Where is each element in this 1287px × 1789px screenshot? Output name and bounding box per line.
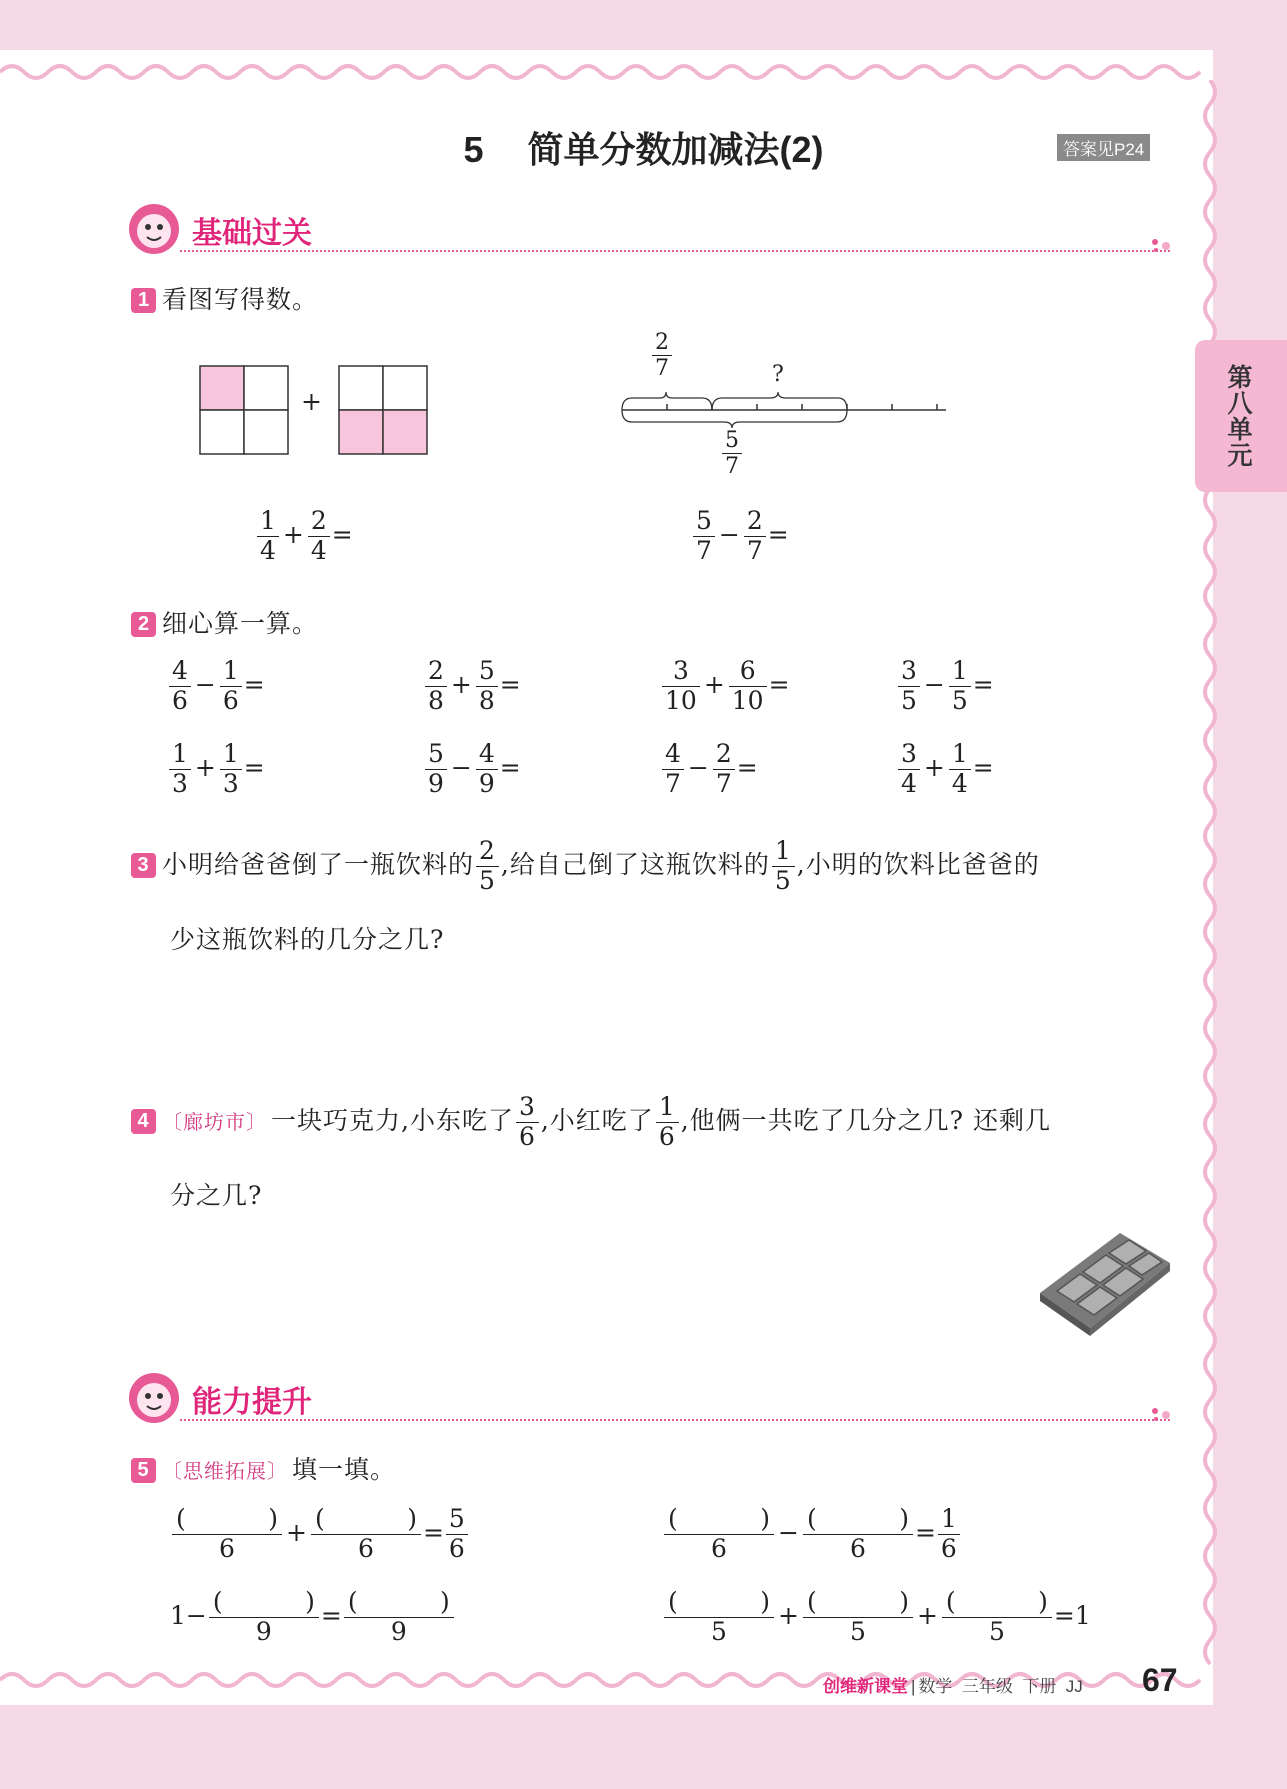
unit-side-tab xyxy=(1195,340,1287,492)
q1-equation-1: $\frac{1}{4}$ + $\frac{2}{4}$ = xyxy=(255,507,353,566)
number-line-question-label: ? xyxy=(772,362,784,387)
question-2-header xyxy=(131,604,318,640)
divider-dots-icon xyxy=(1150,1406,1172,1420)
q2-expression: $\frac{3}{10}$ + $\frac{6}{10}$ = xyxy=(660,657,790,716)
q2-expression: $\frac{5}{9}$ − $\frac{4}{9}$ = xyxy=(423,740,521,799)
section-divider xyxy=(180,250,1170,252)
q5-equation-b: ( ) 6 − ( ) 6 = $\frac{1}{6}$ xyxy=(662,1505,962,1564)
question-1-header xyxy=(131,280,318,316)
section-heading-basic: 基础过关 xyxy=(192,217,312,250)
question-text: 看图写得数。 xyxy=(162,285,319,314)
number-line-top-label: $\frac{2}{7}$ xyxy=(650,330,674,382)
squares-plus-sign: + xyxy=(301,387,322,416)
q2-expression: $\frac{3}{4}$ + $\frac{1}{4}$ = xyxy=(896,740,994,799)
page-footer xyxy=(823,1672,1083,1697)
footer-brand: 创维新课堂 xyxy=(823,1677,908,1696)
question-5-header xyxy=(131,1450,396,1486)
q2-expression: $\frac{4}{7}$ − $\frac{2}{7}$ = xyxy=(660,740,758,799)
divider-dots-icon xyxy=(1150,237,1172,251)
question-text: 细心算一算。 xyxy=(162,609,319,638)
question-3-line2: 少这瓶饮料的几分之几? xyxy=(170,925,445,954)
section-heading-advanced: 能力提升 xyxy=(192,1386,312,1419)
question-number: 1 xyxy=(131,288,156,313)
question-source-tag: 〔廊坊市〕 xyxy=(162,1109,267,1134)
question-4: 4 〔廊坊市〕 一块巧克力,小东吃了 $\frac{3}{6}$ ,小红吃了 $\frac{1}{6}$ ,他俩一共吃了几分之几? 还剩几 xyxy=(131,1093,1051,1152)
unit-side-tab-label: 第八单元 xyxy=(1224,364,1252,468)
question-number: 4 xyxy=(131,1109,156,1134)
right-wave-border xyxy=(1200,80,1222,1680)
q5-equation-d: ( ) 5 + ( ) 5 + ( ) 5 =1 xyxy=(662,1588,1091,1647)
number-line-bottom-label: $\frac{5}{7}$ xyxy=(720,428,744,480)
answer-reference-badge: 答案见P24 xyxy=(1057,134,1150,161)
number-line-figure xyxy=(620,390,950,430)
monkey-mascot-icon xyxy=(128,203,180,255)
q2-expression: $\frac{2}{8}$ + $\frac{5}{8}$ = xyxy=(423,657,521,716)
chocolate-bar-icon xyxy=(1035,1228,1175,1338)
lesson-number: 5 xyxy=(463,129,484,170)
monkey-mascot-icon xyxy=(128,1372,180,1424)
question-text: 填一填。 xyxy=(292,1455,397,1484)
q2-expression: $\frac{3}{5}$ − $\frac{1}{5}$ = xyxy=(896,657,994,716)
question-4-line2: 分之几? xyxy=(170,1181,263,1210)
q2-expression: $\frac{1}{3}$ + $\frac{1}{3}$ = xyxy=(167,740,265,799)
lesson-title: 简单分数加减法(2) xyxy=(527,129,824,170)
question-3: 3 小明给爸爸倒了一瓶饮料的 $\frac{2}{5}$ ,给自己倒了这瓶饮料的 $\frac{1}{5}$ ,小明的饮料比爸爸的 xyxy=(131,837,1040,896)
question-source-tag: 〔思维拓展〕 xyxy=(162,1459,288,1483)
question-number: 2 xyxy=(131,612,156,637)
q5-equation-c: 1− ( ) 9 = ( ) 9 xyxy=(170,1588,456,1647)
footer-separator: | xyxy=(911,1677,916,1696)
page-number: 67 xyxy=(1142,1662,1178,1698)
footer-book-info: 数学 三年级 下册 JJ xyxy=(918,1677,1083,1696)
q1-equation-2: $\frac{5}{7}$ − $\frac{2}{7}$ = xyxy=(691,507,789,566)
question-number: 5 xyxy=(131,1458,156,1483)
q5-equation-a: ( ) 6 + ( ) 6 = $\frac{5}{6}$ xyxy=(170,1505,470,1564)
question-number: 3 xyxy=(131,853,156,878)
section-divider xyxy=(180,1419,1170,1421)
q2-expression: $\frac{4}{6}$ − $\frac{1}{6}$ = xyxy=(167,657,265,716)
